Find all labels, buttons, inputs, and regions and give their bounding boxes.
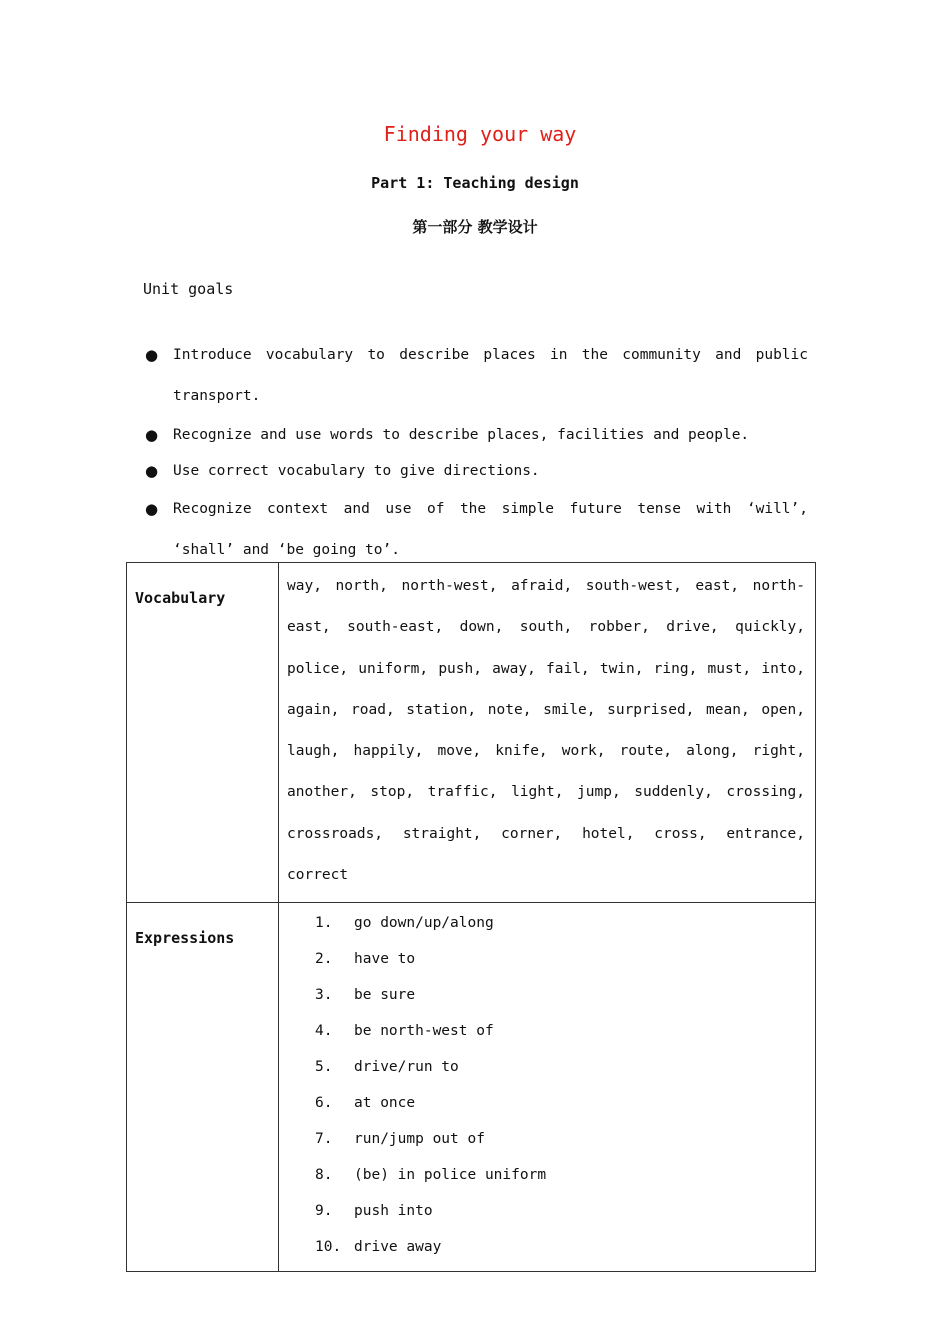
expression-text: at once — [354, 1095, 416, 1112]
expression-item — [287, 1229, 805, 1265]
expression-number: 5. — [315, 1059, 333, 1076]
expression-number: 4. — [315, 1023, 333, 1040]
expression-text: push into — [354, 1203, 433, 1220]
bullet-icon: ● — [145, 426, 159, 444]
expression-number: 1. — [315, 915, 333, 932]
expression-number: 8. — [315, 1167, 333, 1184]
goal-item — [143, 453, 808, 489]
unit-goals-heading: Unit goals — [143, 280, 234, 298]
goal-item — [143, 489, 808, 571]
goal-item — [143, 335, 808, 417]
expression-item — [287, 1157, 805, 1193]
vocabulary-list: way, north, north-west, afraid, south-west, east, north-east, south-east, down, south, robber, drive, quickly, police, uniform, push, away, fail, twin, ring, must, into, again, road, station, note, smile, surprised, mean, open, laugh, happily, move, knife, work, route, along, right, another, stop, traffic, light, jump, suddenly, crossing, crossroads, straight, corner, hotel, cross, entrance, correct — [279, 563, 816, 903]
document-subtitle-chinese: 第一部分 教学设计 — [412, 218, 538, 236]
expression-number: 10. — [315, 1239, 342, 1256]
expression-text: drive away — [354, 1239, 442, 1256]
expression-text: (be) in police uniform — [354, 1167, 547, 1184]
expression-number: 9. — [315, 1203, 333, 1220]
expression-text: be north-west of — [354, 1023, 494, 1040]
expression-item — [287, 1085, 805, 1121]
goal-text: Use correct vocabulary to give directions. — [173, 463, 540, 479]
expression-number: 7. — [315, 1131, 333, 1148]
bullet-icon: ● — [145, 500, 159, 518]
document-title: Finding your way — [383, 122, 577, 146]
unit-goals-list — [143, 335, 808, 571]
goal-item — [143, 417, 808, 453]
expressions-label: Expressions — [127, 903, 279, 1272]
expression-text: run/jump out of — [354, 1131, 485, 1148]
expression-text: go down/up/along — [354, 915, 494, 932]
expression-item — [287, 1121, 805, 1157]
expressions-row — [127, 903, 816, 1272]
expressions-cell — [279, 903, 816, 1272]
bullet-icon: ● — [145, 462, 159, 480]
expression-item — [287, 905, 805, 941]
expression-item — [287, 1013, 805, 1049]
expressions-list — [287, 905, 805, 1265]
expression-item — [287, 1049, 805, 1085]
bullet-icon: ● — [145, 346, 159, 364]
vocabulary-label: Vocabulary — [127, 563, 279, 903]
expression-number: 2. — [315, 951, 333, 968]
goal-text: Recognize and use words to describe places, facilities and people. — [173, 427, 750, 443]
expression-number: 6. — [315, 1095, 333, 1112]
vocabulary-row — [127, 563, 816, 903]
document-subtitle: Part 1: Teaching design — [371, 174, 579, 192]
expression-text: drive/run to — [354, 1059, 459, 1076]
vocabulary-expressions-table — [126, 562, 816, 1272]
expression-item — [287, 1193, 805, 1229]
expression-item — [287, 941, 805, 977]
expression-text: be sure — [354, 987, 416, 1004]
goal-text: Recognize context and use of the simple future tense with ‘will’, ‘shall’ and ‘be going to’. — [173, 501, 808, 558]
expression-text: have to — [354, 951, 416, 968]
expression-item — [287, 977, 805, 1013]
goal-text: Introduce vocabulary to describe places in the community and public transport. — [173, 347, 808, 404]
expression-number: 3. — [315, 987, 333, 1004]
